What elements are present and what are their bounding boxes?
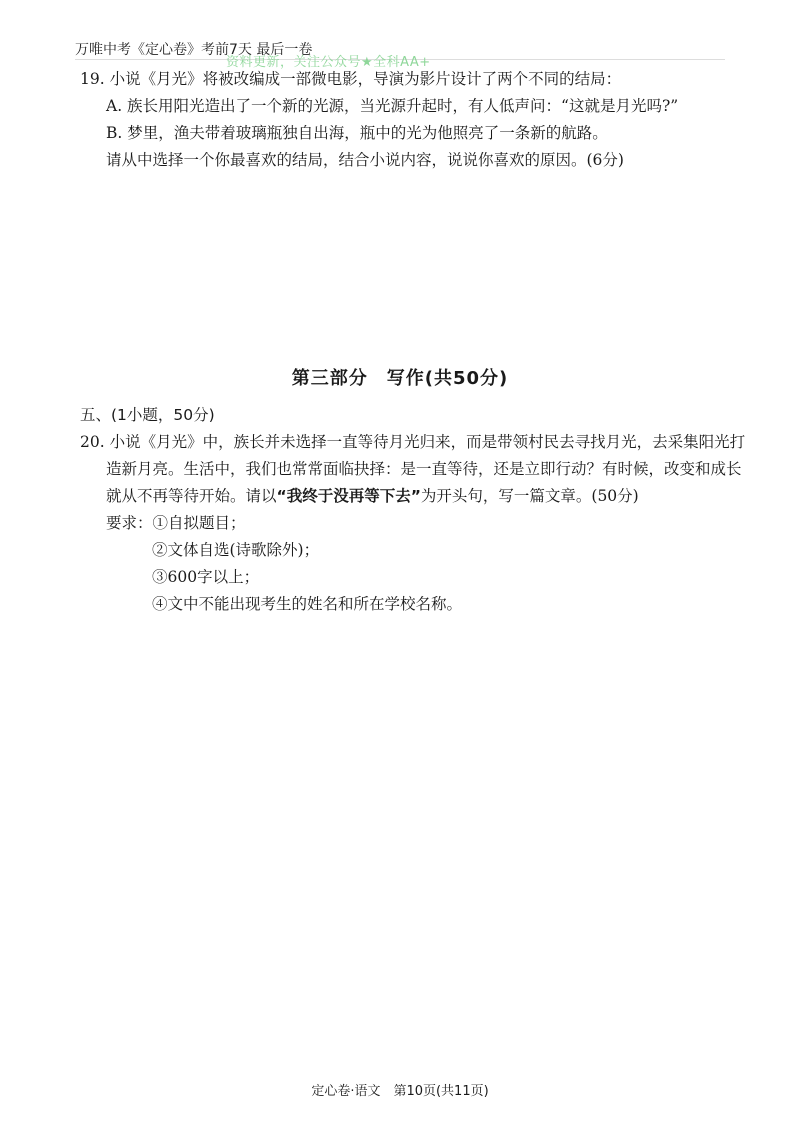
- q19-option-b: B. 梦里，渔夫带着玻璃瓶独自出海，瓶中的光为他照亮了一条新的航路。: [106, 124, 608, 142]
- q19-stem: 19. 小说《月光》将被改编成一部微电影，导演为影片设计了两个不同的结局：: [80, 70, 622, 88]
- q20-line-2: 造新月亮。生活中，我们也常常面临抉择：是一直等待，还是立即行动？有时候，改变和成长: [106, 460, 742, 478]
- q19-instruction: 请从中选择一个你最喜欢的结局，结合小说内容，说说你喜欢的原因。(6分): [106, 151, 624, 169]
- q20-line-3-prefix: 就从不再等待开始。请以: [106, 487, 277, 505]
- q20-line-1: 20. 小说《月光》中，族长并未选择一直等待月光归来，而是带领村民去寻找月光，去采集阳光打: [80, 433, 746, 451]
- watermark-text: 资料更新，关注公众号★全科AA+: [226, 55, 431, 70]
- q20-opening-sentence: “我终于没再等下去”: [276, 487, 421, 505]
- q20-requirement-1: [106, 513, 246, 533]
- section-five-title: 五、(1小题，50分): [80, 406, 215, 424]
- q20-requirement-3: ③600字以上；: [152, 568, 260, 586]
- q20-requirement-1-text: ①自拟题目；: [152, 514, 246, 532]
- q20-line-3: [106, 486, 639, 506]
- q19-option-a: A. 族长用阳光造出了一个新的光源，当光源升起时，有人低声问：“这就是月光吗?”: [106, 97, 679, 115]
- q20-requirement-label: 要求：: [106, 514, 153, 532]
- part-three-title: 第三部分 写作(共50分): [291, 368, 509, 389]
- q20-line-3-suffix: 为开头句，写一篇文章。(50分): [420, 487, 639, 505]
- q20-requirement-4: ④文中不能出现考生的姓名和所在学校名称。: [152, 595, 463, 613]
- exam-header: 万唯中考《定心卷》考前7天 最后一卷: [75, 42, 313, 58]
- page-footer: 定心卷·语文 第10页(共11页): [311, 1084, 489, 1099]
- q20-requirement-2: ②文体自选(诗歌除外)；: [152, 541, 320, 559]
